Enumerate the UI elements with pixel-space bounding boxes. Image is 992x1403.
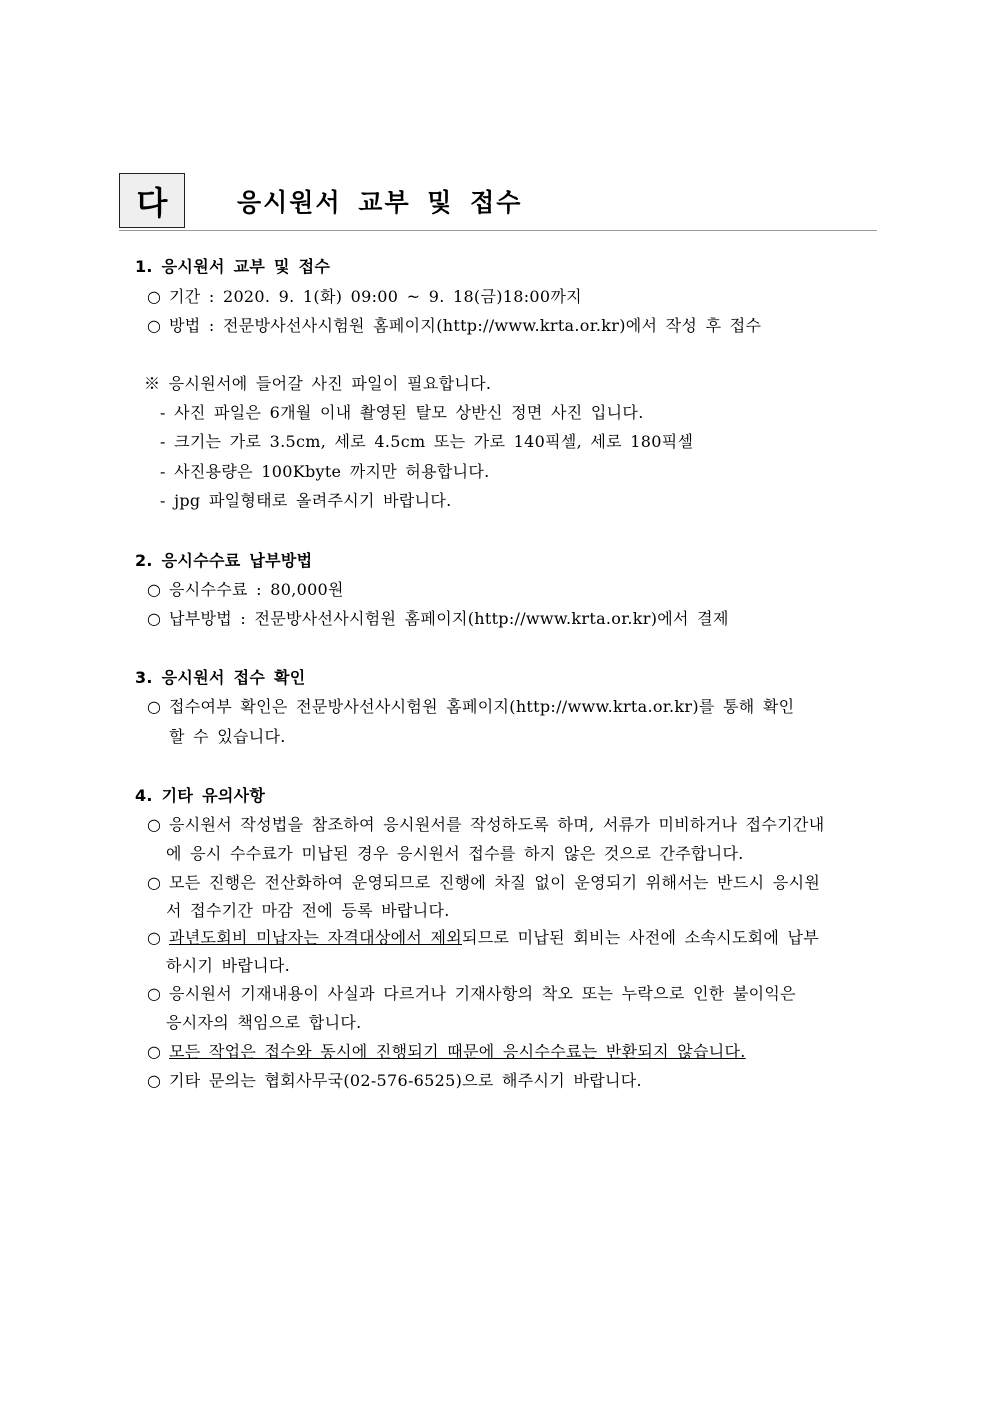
section-4-item-2 [147,873,820,893]
bullet-icon: ○ [147,316,162,335]
section-4-item-3-cont: 하시기 바랍니다. [166,956,291,975]
section-1-item-2 [147,316,761,336]
bullet-icon: ○ [147,873,162,892]
section-4-item-6 [147,1071,642,1091]
section-4-item-5 [147,1042,746,1062]
section-2-heading: 2. 응시수수료 납부방법 [135,551,313,570]
item-text: 기타 문의는 협회사무국(02-576-6525)으로 해주시기 바랍니다. [169,1071,642,1090]
photo-note-item-3: - 사진용량은 100Kbyte 까지만 허용합니다. [160,462,490,481]
section-4-item-3 [147,928,819,948]
bullet-icon: ○ [147,697,162,716]
section-3-item-1-cont: 할 수 있습니다. [169,727,286,746]
item-text: 모든 진행은 전산화하여 운영되므로 진행에 차질 없이 운영되기 위해서는 반드시 응시원 [169,873,821,892]
section-1-heading: 1. 응시원서 교부 및 접수 [135,257,331,276]
section-3-heading: 3. 응시원서 접수 확인 [135,668,306,687]
photo-note-item-2: - 크기는 가로 3.5cm, 세로 4.5cm 또는 가로 140픽셀, 세로 180픽셀 [160,432,694,451]
item-text: 기간 : 2020. 9. 1(화) 09:00 ~ 9. 18(금)18:00까지 [169,287,582,306]
bullet-icon: ○ [147,1042,162,1061]
section-4-item-4-cont: 응시자의 책임으로 합니다. [166,1013,362,1032]
section-4-item-1 [147,815,824,835]
section-4-item-4 [147,984,796,1004]
bullet-icon: ○ [147,1071,162,1090]
photo-note: ※ 응시원서에 들어갈 사진 파일이 필요합니다. [144,374,492,393]
section-letter-box: 다 [119,173,185,228]
item-text: 접수여부 확인은 전문방사선사시험원 홈페이지(http://www.krta.or.kr)를 통해 확인 [169,697,795,716]
section-title: 응시원서 교부 및 접수 [237,188,523,217]
item-text: 되므로 미납된 회비는 사전에 소속시도회에 납부 [462,928,820,947]
section-2-item-2 [147,609,729,629]
bullet-icon: ○ [147,609,162,628]
underlined-text: 모든 작업은 접수와 동시에 진행되기 때문에 응시수수료는 반환되지 않습니다. [169,1042,746,1061]
bullet-icon: ○ [147,928,162,947]
bullet-icon: ○ [147,815,162,834]
underlined-text: 과년도회비 미납자는 자격대상에서 제외 [169,928,463,947]
item-text: 응시원서 기재내용이 사실과 다르거나 기재사항의 착오 또는 누락으로 인한 불이익은 [169,984,796,1003]
section-1-item-1 [147,287,582,307]
bullet-icon: ○ [147,287,162,306]
bullet-icon: ○ [147,984,162,1003]
section-3-item-1 [147,697,794,717]
photo-note-item-1: - 사진 파일은 6개월 이내 촬영된 탈모 상반신 정면 사진 입니다. [160,403,644,422]
bullet-icon: ○ [147,580,162,599]
section-4-item-1-cont: 에 응시 수수료가 미납된 경우 응시원서 접수를 하지 않은 것으로 간주합니다. [166,844,744,863]
item-text: 응시수수료 : 80,000원 [169,580,344,599]
item-text: 납부방법 : 전문방사선사시험원 홈페이지(http://www.krta.or.kr)에서 결제 [169,609,729,628]
section-4-heading: 4. 기타 유의사항 [135,786,266,805]
section-header [119,173,877,231]
item-text: 방법 : 전문방사선사시험원 홈페이지(http://www.krta.or.kr)에서 작성 후 접수 [169,316,762,335]
item-text: 응시원서 작성법을 참조하여 응시원서를 작성하도록 하며, 서류가 미비하거나 접수기간내 [169,815,825,834]
section-2-item-1 [147,580,344,600]
photo-note-item-4: - jpg 파일형태로 올려주시기 바랍니다. [160,491,452,510]
section-4-item-2-cont: 서 접수기간 마감 전에 등록 바랍니다. [166,901,450,920]
